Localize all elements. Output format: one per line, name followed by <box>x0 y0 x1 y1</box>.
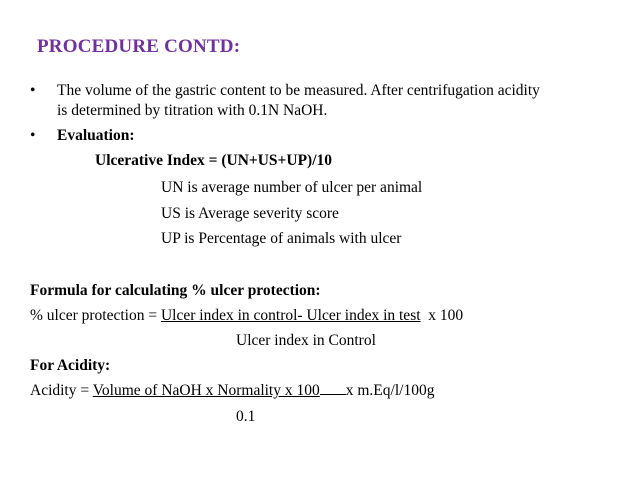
acidity-heading: For Acidity: <box>30 357 111 374</box>
evaluation-heading: Evaluation: <box>57 127 135 144</box>
definition-un: UN is average number of ulcer per animal <box>161 179 423 196</box>
definition-us: US is Average severity score <box>161 205 339 222</box>
protection-denominator: Ulcer index in Control <box>236 332 376 349</box>
protection-multiplier: x 100 <box>428 307 464 324</box>
acidity-denominator: 0.1 <box>236 408 256 425</box>
acidity-numerator: Volume of NaOH x Normality x 100 <box>92 382 320 399</box>
slide-title: PROCEDURE CONTD: <box>37 36 241 57</box>
bullet-symbol: • <box>30 127 36 144</box>
acidity-unit: x m.Eq/l/100g <box>345 382 435 399</box>
protection-numerator: Ulcer index in control- Ulcer index in test <box>160 307 421 324</box>
acidity-underline-extension <box>320 381 346 395</box>
definition-up: UP is Percentage of animals with ulcer <box>161 230 402 247</box>
acidity-formula <box>30 381 434 401</box>
protection-heading: Formula for calculating % ulcer protection: <box>30 282 321 299</box>
bullet-1-line-1: The volume of the gastric content to be measured. After centrifugation acidity <box>57 82 540 99</box>
bullet-1-line-2: is determined by titration with 0.1N NaOH. <box>57 102 328 119</box>
protection-formula <box>30 306 463 326</box>
protection-prefix: % ulcer protection = <box>30 307 161 324</box>
acidity-prefix: Acidity = <box>30 382 93 399</box>
bullet-symbol: • <box>30 82 36 99</box>
ulcerative-index-formula: Ulcerative Index = (UN+US+UP)/10 <box>95 152 333 169</box>
